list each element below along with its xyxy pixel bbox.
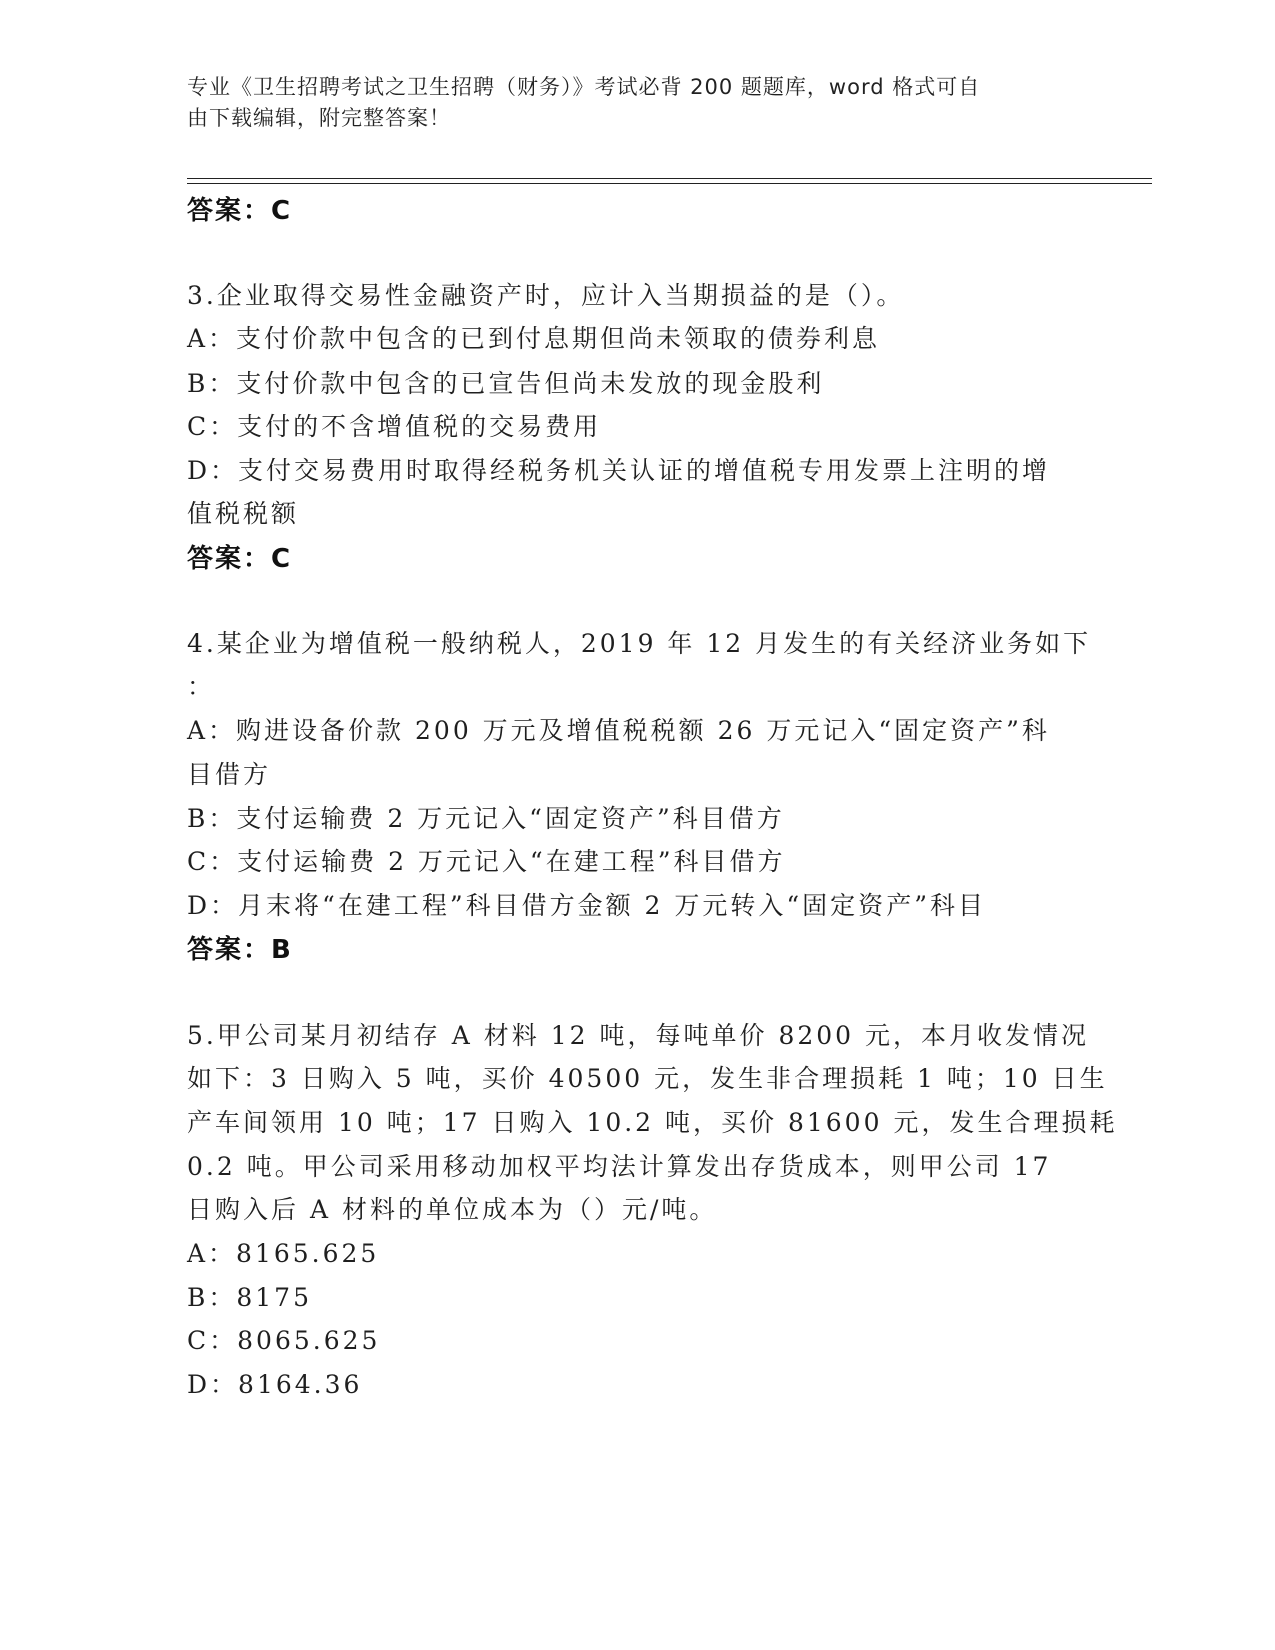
q4-option-d: D：月末将“在建工程”科目借方金额 2 万元转入“固定资产”科目 [187,891,986,920]
header-rule-bottom [187,183,1152,184]
q4-option-a-cont: 目借方 [187,760,272,789]
q4-option-c: C：支付运输费 2 万元记入“在建工程”科目借方 [187,847,786,876]
q5-stem-line-2: 如下：3 日购入 5 吨，买价 40500 元，发生非合理损耗 1 吨；10 日生 [187,1064,1108,1093]
q4-option-a: A：购进设备价款 200 万元及增值税税额 26 万元记入“固定资产”科 [187,716,1050,745]
q3-stem: 3.企业取得交易性金融资产时，应计入当期损益的是（）。 [187,281,905,310]
q4-answer: 答案：B [187,935,293,965]
document-header [187,72,1067,134]
q3-option-a: A：支付价款中包含的已到付息期但尚未领取的债券利息 [187,324,881,353]
q4-stem: 4.某企业为增值税一般纳税人，2019 年 12 月发生的有关经济业务如下 [187,629,1092,658]
q3-option-d-cont: 值税税额 [187,499,300,528]
q3-option-b: B：支付价款中包含的已宣告但尚未发放的现金股利 [187,369,825,398]
answer-previous: 答案：C [187,196,293,226]
q5-option-b: B：8175 [187,1283,312,1312]
q5-stem-line-4: 0.2 吨。甲公司采用移动加权平均法计算发出存货成本，则甲公司 17 [187,1152,1052,1181]
header-line-1: 专业《卫生招聘考试之卫生招聘（财务）》考试必背 200 题题库，word 格式可自 [187,75,981,99]
q4-stem-cont: ： [187,672,216,701]
q5-option-a: A：8165.625 [187,1239,380,1268]
q4-option-b: B：支付运输费 2 万元记入“固定资产”科目借方 [187,804,785,833]
q3-option-c: C：支付的不含增值税的交易费用 [187,412,602,441]
q3-answer: 答案：C [187,544,293,574]
q5-stem-line-1: 5.甲公司某月初结存 A 材料 12 吨，每吨单价 8200 元，本月收发情况 [187,1021,1090,1050]
q5-option-c: C：8065.625 [187,1326,381,1355]
q3-option-d: D：支付交易费用时取得经税务机关认证的增值税专用发票上注明的增 [187,456,1051,485]
q5-option-d: D：8164.36 [187,1370,363,1399]
q5-stem-line-5: 日购入后 A 材料的单位成本为（）元/吨。 [187,1195,718,1224]
q5-stem-line-3: 产车间领用 10 吨；17 日购入 10.2 吨，买价 81600 元，发生合理损耗 [187,1108,1118,1137]
header-rule-top [187,178,1152,179]
header-line-2: 由下载编辑，附完整答案！ [187,106,451,130]
